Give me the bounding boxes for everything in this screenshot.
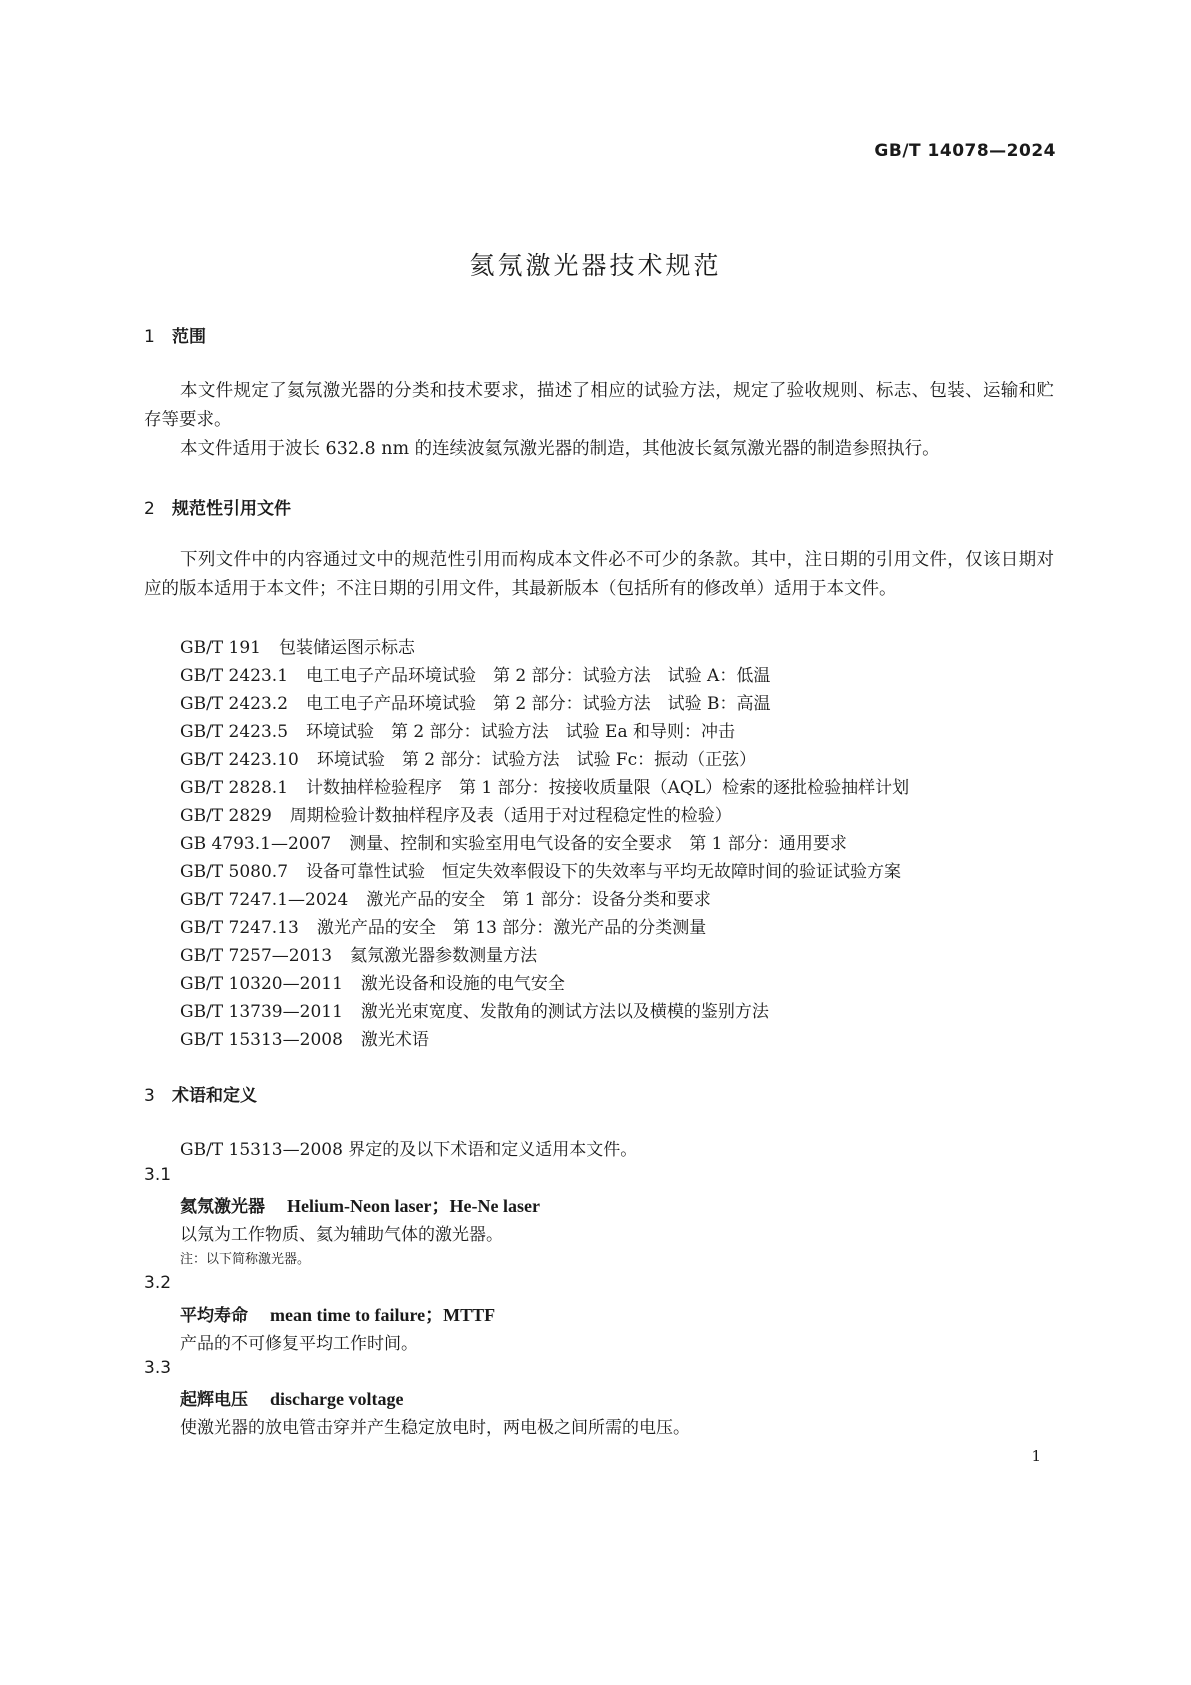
reference-item: [180, 997, 769, 1022]
reference-item: [180, 857, 901, 882]
reference-item: [180, 661, 770, 686]
term-definition: 以氖为工作物质、氦为辅助气体的激光器。: [180, 1225, 503, 1245]
term-en: Helium-Neon laser；He-Ne laser: [287, 1196, 540, 1216]
reference-title: 电工电子产品环境试验 第 2 部分：试验方法 试验 A：低温: [306, 666, 771, 686]
reference-item: [180, 969, 565, 994]
reference-title: 激光光束宽度、发散角的测试方法以及横模的鉴别方法: [360, 1002, 769, 1022]
paragraph: 本文件适用于波长 632.8 nm 的连续波氦氖激光器的制造，其他波长氦氖激光器的制造参照执行。: [180, 439, 940, 459]
paragraph: 本文件规定了氦氖激光器的分类和技术要求，描述了相应的试验方法，规定了验收规则、标志、包装、运输和贮存等要求。: [144, 381, 1054, 430]
reference-title: 激光产品的安全 第 1 部分：设备分类和要求: [366, 890, 711, 910]
reference-item: [180, 745, 756, 770]
scope-text: [144, 377, 1054, 464]
reference-code: GB/T 2423.1: [180, 666, 289, 686]
term-definition: 使激光器的放电管击穿并产生稳定放电时，两电极之间所需的电压。: [180, 1418, 690, 1438]
section-title: 范围: [172, 327, 206, 347]
reference-title: 计数抽样检验程序 第 1 部分：按接收质量限（AQL）检索的逐批检验抽样计划: [306, 778, 910, 798]
reference-code: GB/T 13739—2011: [180, 1002, 343, 1022]
reference-item: [180, 689, 771, 714]
reference-title: 激光产品的安全 第 13 部分：激光产品的分类测量: [316, 918, 707, 938]
term-zh: 氦氖激光器: [180, 1197, 265, 1217]
document-code: GB/T 14078—2024: [874, 141, 1056, 161]
reference-title: 环境试验 第 2 部分：试验方法 试验 Ea 和导则：冲击: [306, 722, 736, 742]
section-title: 规范性引用文件: [172, 499, 291, 519]
paragraph: 下列文件中的内容通过文中的规范性引用而构成本文件必不可少的条款。其中，注日期的引用文件，仅该日期对应的版本适用于本文件；不注日期的引用文件，其最新版本（包括所有的修改单）适用于本文件。: [144, 550, 1054, 599]
reference-code: GB 4793.1—2007: [180, 834, 332, 854]
term-number: 3.3: [144, 1358, 172, 1378]
terms-intro: GB/T 15313—2008 界定的及以下术语和定义适用本文件。: [180, 1140, 638, 1160]
term-entry: [180, 1192, 540, 1218]
reference-code: GB/T 15313—2008: [180, 1030, 343, 1050]
reference-title: 包装储运图示标志: [279, 638, 415, 658]
reference-item: [180, 1025, 429, 1050]
reference-title: 环境试验 第 2 部分：试验方法 试验 Fc：振动（正弦）: [316, 750, 757, 770]
section-title: 术语和定义: [172, 1086, 257, 1106]
reference-item: [180, 633, 415, 658]
reference-item: [180, 913, 706, 938]
reference-code: GB/T 7247.13: [180, 918, 299, 938]
reference-title: 设备可靠性试验 恒定失效率假设下的失效率与平均无故障时间的验证试验方案: [306, 862, 902, 882]
term-note: 注：以下简称激光器。: [180, 1252, 311, 1267]
section-heading-scope: [144, 322, 206, 347]
reference-code: GB/T 2828.1: [180, 778, 289, 798]
term-zh: 平均寿命: [180, 1306, 248, 1326]
section-number: 3: [144, 1086, 155, 1106]
reference-item: [180, 801, 732, 826]
reference-item: [180, 885, 711, 910]
reference-title: 测量、控制和实验室用电气设备的安全要求 第 1 部分：通用要求: [349, 834, 847, 854]
term-number: 3.2: [144, 1273, 172, 1293]
section-heading-references: [144, 494, 291, 519]
reference-code: GB/T 2423.5: [180, 722, 289, 742]
term-en: mean time to failure；MTTF: [270, 1305, 496, 1325]
term-en: discharge voltage: [270, 1389, 404, 1409]
page-number: 1: [1031, 1447, 1041, 1465]
reference-item: [180, 773, 909, 798]
reference-title: 激光设备和设施的电气安全: [360, 974, 565, 994]
term-entry: [180, 1385, 403, 1410]
reference-item: [180, 829, 847, 854]
reference-code: GB/T 2423.2: [180, 694, 289, 714]
reference-code: GB/T 2829: [180, 806, 272, 826]
reference-code: GB/T 10320—2011: [180, 974, 343, 994]
reference-item: [180, 941, 537, 966]
section-number: 2: [144, 499, 155, 519]
reference-code: GB/T 7257—2013: [180, 946, 333, 966]
term-number: 3.1: [144, 1165, 172, 1185]
reference-code: GB/T 5080.7: [180, 862, 289, 882]
term-entry: [180, 1301, 495, 1327]
term-definition: 产品的不可修复平均工作时间。: [180, 1334, 418, 1354]
references-intro: [144, 546, 1054, 604]
reference-title: 激光术语: [360, 1030, 429, 1050]
reference-code: GB/T 2423.10: [180, 750, 299, 770]
reference-code: GB/T 7247.1—2024: [180, 890, 349, 910]
reference-item: [180, 717, 735, 742]
reference-title: 电工电子产品环境试验 第 2 部分：试验方法 试验 B：高温: [306, 694, 771, 714]
section-heading-terms: [144, 1081, 257, 1106]
page-title: 氦氖激光器技术规范: [469, 251, 722, 280]
section-number: 1: [144, 327, 155, 347]
reference-title: 周期检验计数抽样程序及表（适用于对过程稳定性的检验）: [289, 806, 732, 826]
term-zh: 起辉电压: [180, 1390, 248, 1410]
reference-code: GB/T 191: [180, 638, 261, 658]
reference-title: 氦氖激光器参数测量方法: [350, 946, 538, 966]
